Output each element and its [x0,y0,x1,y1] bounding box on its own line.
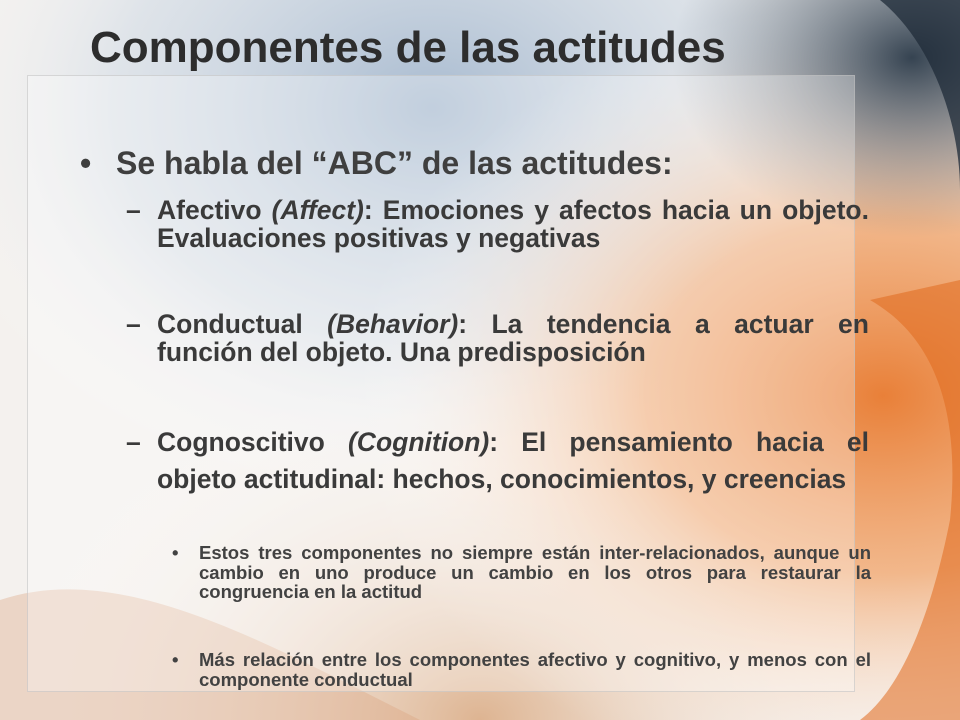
sub-item-colon: : [363,195,373,225]
sub-item-term-en: (Behavior) [327,309,459,339]
main-bullet-text: Se habla del “ABC” de las actitudes: [116,145,673,181]
sub-item-body [157,310,869,366]
sub-item-colon: : [458,309,468,339]
sub-item-description: El pensamiento hacia el objeto actitudinal: hechos, conocimientos, y creencias [157,427,869,494]
dash-icon: – [126,195,141,225]
sub-item-term: Cognoscitivo [157,427,325,457]
bullet-icon: • [172,649,179,670]
sub-item-body [157,196,869,252]
sub-item-description: Emociones y afectos hacia un objeto. Evaluaciones positivas y negativas [157,195,869,253]
slide-title: Componentes de las actitudes [90,23,726,72]
dash-icon: – [126,427,141,457]
sub-item-term: Conductual [157,309,303,339]
bullet-icon: • [172,542,179,563]
sub-item-term-en: (Cognition) [347,427,490,457]
sub-item-body [157,424,869,498]
note-text: Estos tres componentes no siempre están inter-relacionados, aunque un cambio en uno produce un cambio en los otros para restaurar la congruencia en la actitud [199,542,871,602]
sub-item-term: Afectivo [157,195,262,225]
bullet-icon: • [80,145,92,181]
dash-icon: – [126,309,141,339]
sub-item-term-en: (Affect) [271,195,364,225]
sub-item-colon: : [489,427,499,457]
sub-item-description: La tendencia a actuar en función del objeto. Una predisposición [157,309,869,367]
note-text: Más relación entre los componentes afectivo y cognitivo, y menos con el componente conductual [199,649,871,690]
